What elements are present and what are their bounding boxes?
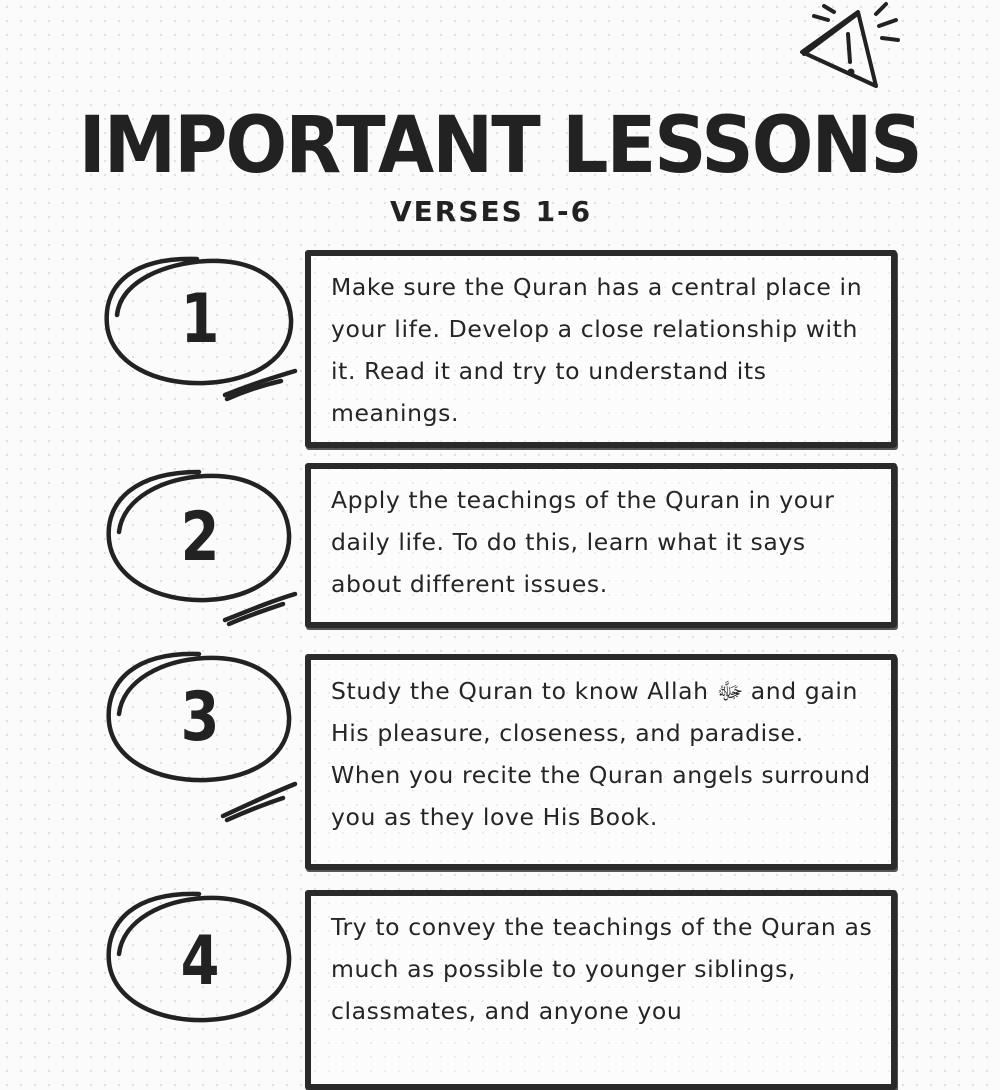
- page-subtitle: VERSES 1-6: [390, 195, 593, 228]
- page-title: IMPORTANT LESSONS: [78, 101, 921, 191]
- warning-triangle-icon: [790, 0, 910, 100]
- lesson-number: 2: [180, 498, 220, 577]
- lesson-text-box: [305, 890, 897, 1090]
- lesson-text-box: [305, 250, 897, 448]
- lesson-text-box: [305, 654, 897, 870]
- lesson-text: Make sure the Quran has a central place in your life. Develop a close relationship with it. Read it and try to understand its meanings.: [331, 273, 863, 427]
- lesson-number: 3: [180, 678, 220, 757]
- lesson-number: 4: [180, 922, 220, 1001]
- lesson-number: 1: [180, 280, 220, 359]
- lesson-text: Try to convey the teachings of the Quran as much as possible to younger siblings, classmates, and anyone you: [331, 913, 873, 1025]
- lesson-text: Study the Quran to know Allah ﷻ and gain His pleasure, closeness, and paradise. When you recite the Quran angels surround you as they love His Book.: [331, 677, 871, 831]
- lesson-text-box: [305, 463, 897, 628]
- lesson-text: Apply the teachings of the Quran in your daily life. To do this, learn what it says about different issues.: [331, 486, 835, 598]
